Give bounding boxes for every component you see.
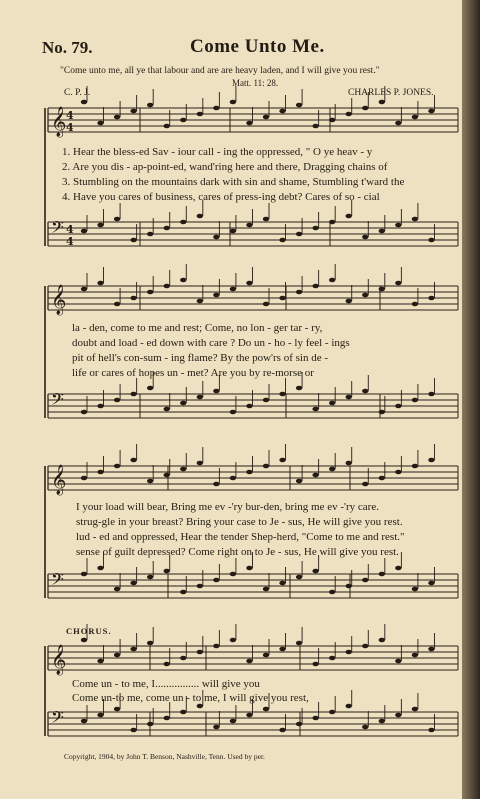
- note-head: [428, 392, 434, 397]
- lyric-line: pit of hell's con-sum - ing flame? By the pow'rs of sin de -: [72, 352, 328, 364]
- scripture-quote: "Come unto me, all ye that labour and are are heavy laden, and I will give you rest.": [60, 66, 380, 76]
- bass-clef-icon: 𝄢: [51, 217, 64, 241]
- note-head: [197, 299, 203, 304]
- note-head: [263, 707, 269, 712]
- note-head: [230, 229, 236, 234]
- note-head: [97, 223, 103, 228]
- note-head: [346, 704, 352, 709]
- note-head: [164, 662, 170, 667]
- note-head: [395, 566, 401, 571]
- note-head: [296, 575, 302, 580]
- note-head: [213, 106, 219, 111]
- note-head: [395, 404, 401, 409]
- note-head: [346, 461, 352, 466]
- note-head: [279, 581, 285, 586]
- chorus-label: CHORUS.: [66, 626, 112, 636]
- note-head: [296, 386, 302, 391]
- lyric-line: la - den, come to me and rest; Come, no lon - ger tar - ry,: [72, 322, 323, 334]
- note-head: [395, 121, 401, 126]
- lyric-line: 2. Are you dis - ap-point-ed, wand'ring here and there, Dragging chains of: [62, 161, 388, 173]
- hymn-title: Come Unto Me.: [190, 36, 325, 57]
- time-signature: 4: [66, 223, 74, 236]
- scripture-reference: Matt. 11: 28.: [232, 78, 279, 88]
- note-head: [164, 473, 170, 478]
- note-head: [395, 281, 401, 286]
- note-head: [147, 722, 153, 727]
- note-head: [147, 479, 153, 484]
- note-head: [428, 109, 434, 114]
- note-head: [279, 728, 285, 733]
- note-head: [81, 229, 87, 234]
- note-head: [180, 220, 186, 225]
- lyric-line: doubt and load - ed down with care ? Do un - ho - ly feel - ings: [72, 337, 350, 349]
- note-head: [180, 590, 186, 595]
- note-head: [213, 482, 219, 487]
- lyric-line: 1. Hear the bless-ed Sav - iour call - ing the oppressed, " O ye heav - y: [62, 146, 373, 158]
- lyric-line: 3. Stumbling on the mountains dark with sin and shame, Stumbling t'ward the: [62, 176, 405, 188]
- note-head: [296, 479, 302, 484]
- note-head: [379, 572, 385, 577]
- note-head: [412, 398, 418, 403]
- note-head: [147, 386, 153, 391]
- note-head: [246, 566, 252, 571]
- note-head: [312, 473, 318, 478]
- note-head: [213, 578, 219, 583]
- note-head: [213, 725, 219, 730]
- note-head: [379, 476, 385, 481]
- note-head: [81, 100, 87, 105]
- note-head: [412, 587, 418, 592]
- note-head: [312, 569, 318, 574]
- note-head: [312, 284, 318, 289]
- time-signature: 4: [66, 121, 74, 134]
- note-head: [213, 293, 219, 298]
- note-head: [362, 578, 368, 583]
- note-head: [329, 656, 335, 661]
- note-head: [81, 572, 87, 577]
- note-head: [164, 124, 170, 129]
- note-head: [395, 659, 401, 664]
- note-head: [395, 223, 401, 228]
- note-head: [279, 392, 285, 397]
- note-head: [164, 569, 170, 574]
- note-head: [180, 401, 186, 406]
- copyright-notice: Copyright, 1904, by John T. Benson, Nashville, Tenn. Used by per.: [64, 752, 265, 761]
- note-head: [428, 458, 434, 463]
- note-head: [412, 217, 418, 222]
- note-head: [362, 293, 368, 298]
- note-head: [114, 217, 120, 222]
- note-head: [164, 284, 170, 289]
- note-head: [379, 638, 385, 643]
- note-head: [164, 716, 170, 721]
- note-head: [147, 641, 153, 646]
- note-head: [213, 644, 219, 649]
- note-head: [230, 719, 236, 724]
- note-head: [395, 713, 401, 718]
- note-head: [230, 572, 236, 577]
- lyric-line: lud - ed and oppressed, Hear the tender Shep-herd, "Come to me and rest.": [76, 531, 405, 543]
- lyric-line: strug-gle in your breast? Bring your case to Je - sus, He will give you rest.: [76, 516, 403, 528]
- note-head: [329, 220, 335, 225]
- note-head: [246, 713, 252, 718]
- note-head: [213, 389, 219, 394]
- note-head: [197, 584, 203, 589]
- note-head: [130, 647, 136, 652]
- note-head: [346, 650, 352, 655]
- note-head: [379, 287, 385, 292]
- note-head: [263, 398, 269, 403]
- note-head: [263, 464, 269, 469]
- note-head: [246, 404, 252, 409]
- note-head: [180, 467, 186, 472]
- note-head: [279, 238, 285, 243]
- note-head: [147, 290, 153, 295]
- note-head: [312, 716, 318, 721]
- lyric-line: Come un - to me, I................ will give you: [72, 678, 260, 690]
- note-head: [296, 641, 302, 646]
- note-head: [296, 103, 302, 108]
- lyric-line: sense of guilt depressed? Come right on to Je - sus, He will give you rest.: [76, 546, 399, 558]
- note-head: [329, 590, 335, 595]
- note-head: [81, 410, 87, 415]
- note-head: [114, 587, 120, 592]
- note-head: [180, 656, 186, 661]
- note-head: [379, 229, 385, 234]
- note-head: [114, 707, 120, 712]
- note-head: [97, 121, 103, 126]
- note-head: [97, 281, 103, 286]
- note-head: [147, 575, 153, 580]
- note-head: [114, 653, 120, 658]
- note-head: [130, 728, 136, 733]
- lyric-line: life or cares of hopes un - met? Are you by re-morse or: [72, 367, 314, 379]
- note-head: [412, 707, 418, 712]
- note-head: [130, 392, 136, 397]
- note-head: [428, 581, 434, 586]
- note-head: [329, 710, 335, 715]
- bass-clef-icon: 𝄢: [51, 569, 64, 593]
- note-head: [147, 103, 153, 108]
- note-head: [379, 100, 385, 105]
- note-head: [362, 482, 368, 487]
- note-head: [296, 722, 302, 727]
- note-head: [81, 476, 87, 481]
- note-head: [428, 238, 434, 243]
- note-head: [412, 302, 418, 307]
- words-credit: C. P. J.: [64, 88, 91, 98]
- note-head: [97, 713, 103, 718]
- treble-clef-icon: 𝄞: [51, 107, 67, 137]
- note-head: [246, 121, 252, 126]
- note-head: [97, 470, 103, 475]
- note-head: [346, 299, 352, 304]
- note-head: [97, 659, 103, 664]
- note-head: [97, 404, 103, 409]
- note-head: [230, 638, 236, 643]
- note-head: [164, 407, 170, 412]
- note-head: [362, 235, 368, 240]
- note-head: [130, 238, 136, 243]
- note-head: [395, 470, 401, 475]
- note-head: [362, 106, 368, 111]
- note-head: [379, 719, 385, 724]
- note-head: [379, 410, 385, 415]
- note-head: [197, 214, 203, 219]
- note-head: [230, 100, 236, 105]
- note-head: [197, 650, 203, 655]
- note-head: [312, 226, 318, 231]
- bass-clef-icon: 𝄢: [51, 707, 64, 731]
- music-credit: CHARLES P. JONES.: [348, 88, 434, 98]
- note-head: [263, 302, 269, 307]
- note-head: [329, 278, 335, 283]
- note-head: [279, 458, 285, 463]
- note-head: [246, 659, 252, 664]
- note-head: [346, 395, 352, 400]
- note-head: [180, 118, 186, 123]
- note-head: [246, 281, 252, 286]
- note-head: [114, 398, 120, 403]
- note-head: [412, 115, 418, 120]
- note-head: [246, 470, 252, 475]
- note-head: [164, 226, 170, 231]
- note-head: [130, 296, 136, 301]
- note-head: [428, 728, 434, 733]
- note-head: [114, 302, 120, 307]
- note-head: [230, 287, 236, 292]
- note-head: [130, 458, 136, 463]
- note-head: [296, 232, 302, 237]
- note-head: [412, 464, 418, 469]
- treble-clef-icon: 𝄞: [51, 465, 67, 495]
- note-head: [81, 719, 87, 724]
- note-head: [329, 401, 335, 406]
- note-head: [428, 296, 434, 301]
- note-head: [97, 566, 103, 571]
- note-head: [263, 653, 269, 658]
- note-head: [329, 118, 335, 123]
- note-head: [279, 296, 285, 301]
- note-head: [346, 112, 352, 117]
- lyric-line: Come un-to me, come un - to me, I will give you rest,: [72, 692, 309, 704]
- note-head: [329, 467, 335, 472]
- time-signature: 4: [66, 235, 74, 248]
- treble-clef-icon: 𝄞: [51, 285, 67, 315]
- note-head: [197, 395, 203, 400]
- note-head: [362, 725, 368, 730]
- note-head: [312, 407, 318, 412]
- note-head: [147, 232, 153, 237]
- note-head: [180, 710, 186, 715]
- note-head: [213, 235, 219, 240]
- note-head: [114, 115, 120, 120]
- note-head: [230, 410, 236, 415]
- note-head: [230, 476, 236, 481]
- note-head: [263, 217, 269, 222]
- note-head: [263, 587, 269, 592]
- treble-clef-icon: 𝄞: [51, 645, 67, 675]
- note-head: [197, 704, 203, 709]
- note-head: [362, 389, 368, 394]
- note-head: [296, 290, 302, 295]
- note-head: [412, 653, 418, 658]
- note-head: [81, 287, 87, 292]
- time-signature: 4: [66, 109, 74, 122]
- note-head: [346, 584, 352, 589]
- note-head: [279, 109, 285, 114]
- note-head: [197, 112, 203, 117]
- note-head: [81, 638, 87, 643]
- lyric-line: 4. Have you cares of business, cares of press-ing debt? Cares of so - cial: [62, 191, 380, 203]
- note-head: [197, 461, 203, 466]
- note-head: [263, 115, 269, 120]
- note-head: [180, 278, 186, 283]
- note-head: [428, 647, 434, 652]
- note-head: [312, 662, 318, 667]
- note-head: [362, 644, 368, 649]
- note-head: [279, 647, 285, 652]
- bass-clef-icon: 𝄢: [51, 389, 64, 413]
- note-head: [312, 124, 318, 129]
- note-head: [346, 214, 352, 219]
- lyric-line: I your load will bear, Bring me ev -'ry bur-den, bring me ev -'ry care.: [76, 501, 379, 513]
- hymn-number: No. 79.: [42, 38, 93, 57]
- note-head: [246, 223, 252, 228]
- book-binding-edge: [462, 0, 480, 799]
- note-head: [114, 464, 120, 469]
- note-head: [130, 109, 136, 114]
- note-head: [130, 581, 136, 586]
